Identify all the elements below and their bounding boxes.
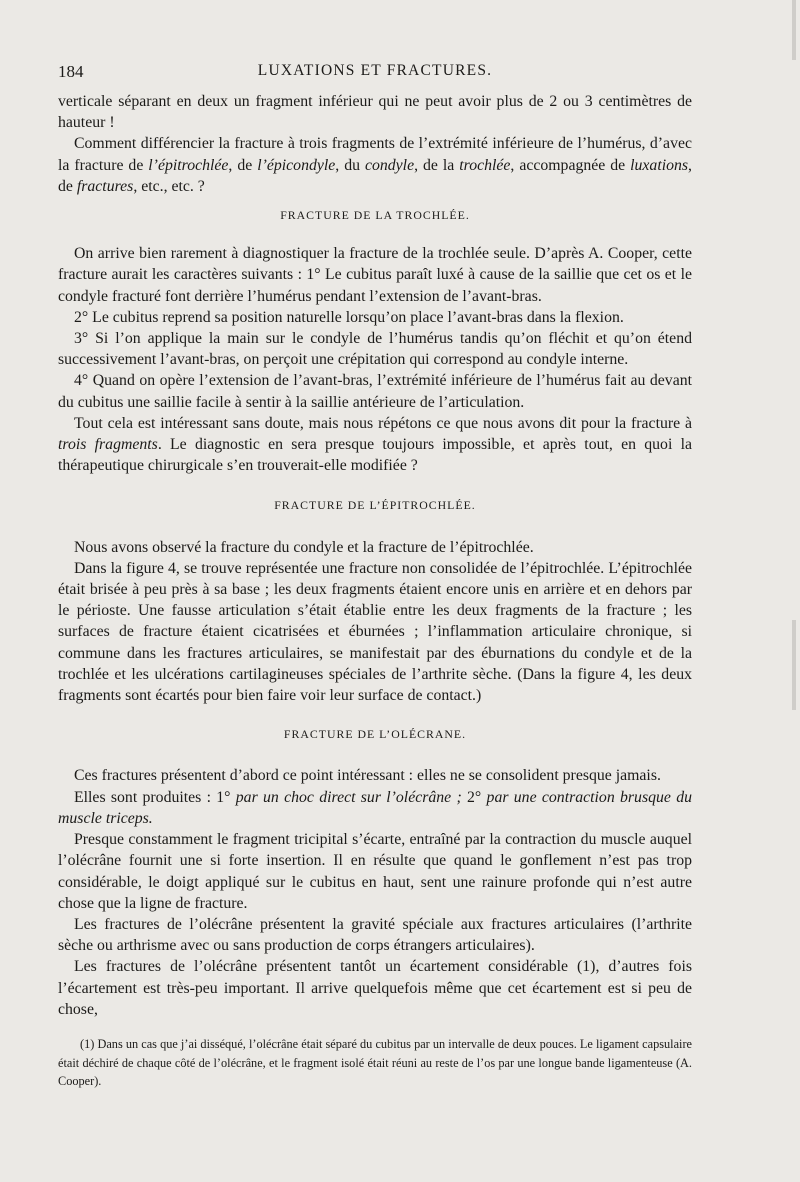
page-number: 184: [58, 62, 84, 81]
footnote: [58, 1035, 692, 1091]
section-heading-trochlee: FRACTURE DE LA TROCHLÉE.: [280, 208, 470, 223]
paragraph: Dans la figure 4, se trouve représentée une fracture non consolidée de l’épitrochlée. L’épitrochlée était brisée à peu près à sa base ; les deux fragments étaient encore unis en arrière et en dehors par le périoste. Une fausse articulation s’était établie entre les deux fragments de la fracture ; les surfaces de fracture étaient cicatrisées et éburnées ; l’inflammation articulaire chronique, si commune dans les fractures articulaires, se manifestait par des éburnations du condyle et de la trochlée et les ulcérations cartilagineuses spéciales de l’arthrite sèche. (Dans la figure 4, les deux fragments sont écartés pour bien faire voir leur surface de contact.): [58, 559, 692, 705]
paragraph: 3° Si l’on applique la main sur le condyle de l’humérus tandis qu’on fléchit et qu’on étend successivement l’avant-bras, on perçoit une crépitation qui correspond au condyle interne.: [58, 330, 692, 369]
paragraph: Les fractures de l’olécrâne présentent la gravité spéciale aux fractures articulaires (l’arthrite sèche ou arthrisme avec ou sans production de corps étrangers articulaires).: [58, 915, 692, 955]
page-edge-shadow: [792, 620, 796, 710]
page-header: [58, 62, 692, 86]
paragraph: 2° Le cubitus reprend sa position naturelle lorsqu’on place l’avant-bras dans la flexion.: [74, 308, 624, 326]
paragraph: Ces fractures présentent d’abord ce point intéressant : elles ne se consolident presque jamais.: [74, 767, 661, 785]
body-text: [58, 91, 692, 1020]
paragraph: On arrive bien rarement à diagnostiquer la fracture de la trochlée seule. D’après A. Cooper, cette fracture aurait les caractères suivants : 1° Le cubitus paraît luxé à cause de la saillie que cet os et le condyle fracturé font derrière l’humérus pendant l’extension de l’avant-bras.: [58, 245, 692, 305]
paragraph: Les fractures de l’olécrâne présentent tantôt un écartement considérable (1), d’autres fois l’écartement est très-peu important. Il arrive quelquefois même que cet écartement est si peu de chose,: [58, 958, 692, 1018]
paragraph: Tout cela est intéressant sans doute, mais nous répétons ce que nous avons dit pour la fracture à trois fragments. Le diagnostic en sera presque toujours impossible, et après tout, en quoi la thérapeutique chirurgicale s’en trouverait-elle modifiée ?: [58, 414, 692, 475]
paragraph: Nous avons observé la fracture du condyle et la fracture de l’épitrochlée.: [74, 538, 534, 556]
section-heading-epitrochlee: FRACTURE DE L’ÉPITROCHLÉE.: [274, 498, 476, 513]
section-heading-olecrane: FRACTURE DE L’OLÉCRANE.: [283, 727, 467, 742]
paragraph: verticale séparant en deux un fragment inférieur qui ne peut avoir plus de 2 ou 3 centimètres de hauteur !: [58, 93, 692, 132]
paragraph: Elles sont produites : 1° par un choc direct sur l’olécrâne ; 2° par une contraction brusque du muscle triceps.: [58, 788, 692, 827]
paragraph: Presque constamment le fragment tricipital s’écarte, entraîné par la contraction du muscle auquel l’olécrâne fournit une si forte insertion. Il en résulte que quand le gonflement n’est pas trop considérable, le doigt appliqué sur le cubitus en haut, sent une rainure profonde qui n’est autre chose que la ligne de fracture.: [58, 831, 692, 912]
running-title: LUXATIONS ET FRACTURES.: [257, 62, 493, 79]
footnote-text: (1) Dans un cas que j’ai disséqué, l’olécrâne était séparé du cubitus par un intervalle de deux pouces. Le ligament capsulaire était déchiré de chaque côté de l’olécrâne, et le fragment isolé était réuni au reste de l’os par une longue bande ligamenteuse (A. Cooper).: [58, 1037, 692, 1088]
paragraph: Comment différencier la fracture à trois fragments de l’extrémité inférieure de l’humérus, d’avec la fracture de l’épitrochlée, de l’épicondyle, du condyle, de la trochlée, accompagnée de luxations, de fractures, etc., etc. ?: [58, 135, 692, 195]
page-edge-shadow: [792, 0, 796, 60]
paragraph: 4° Quand on opère l’extension de l’avant-bras, l’extrémité inférieure de l’humérus fait au devant du cubitus une saillie facile à sentir à la saillie antérieure de l’articulation.: [58, 372, 692, 411]
